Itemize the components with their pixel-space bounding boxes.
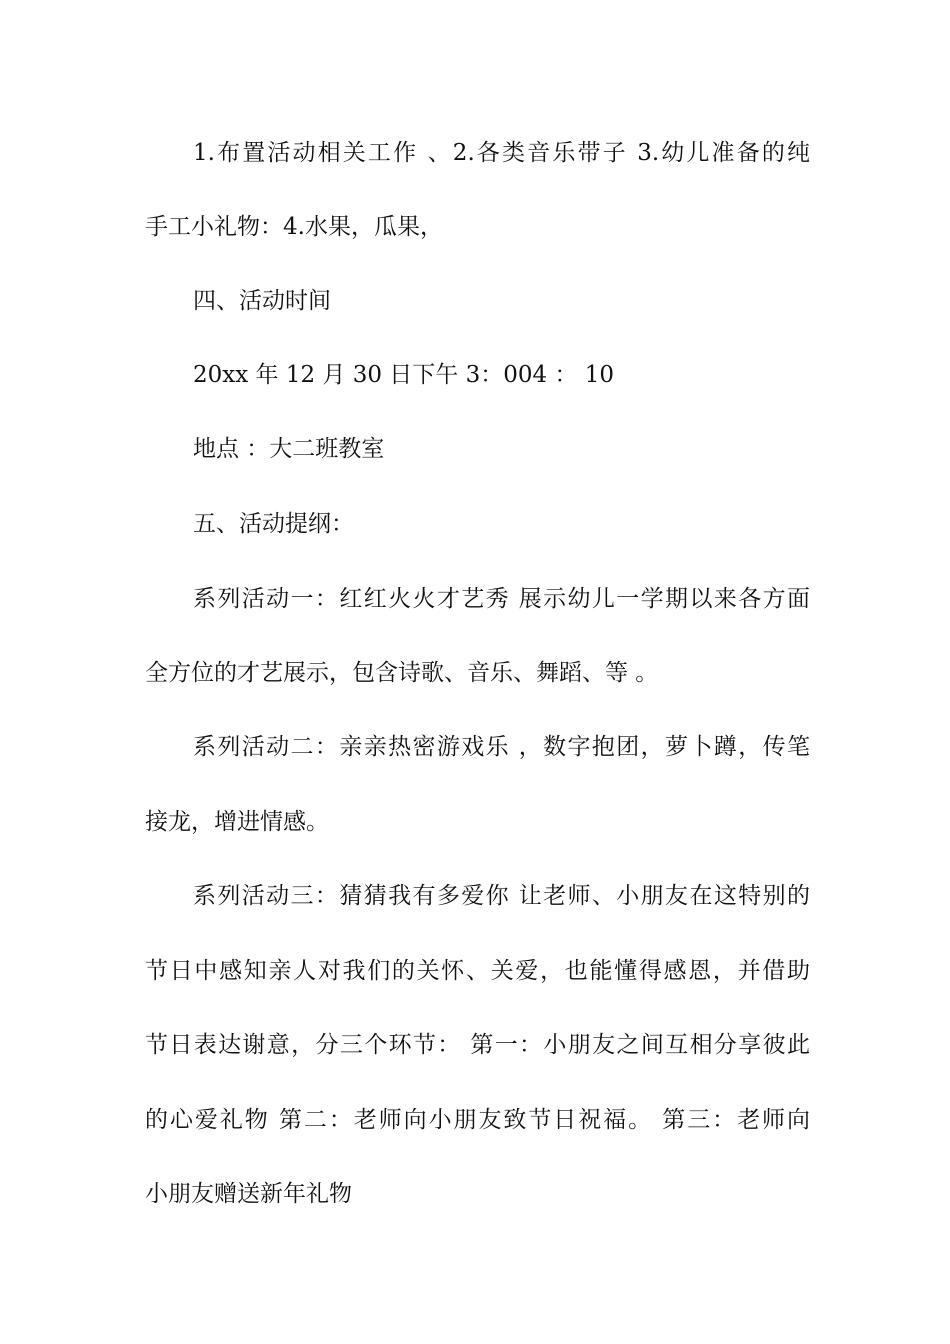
text-line: 20xx 年 12 月 30 日下午 3：004 ： 10	[193, 362, 615, 388]
text-line: 小朋友赠送新年礼物	[145, 1181, 352, 1207]
text-line: 地点 ：大二班教室	[193, 436, 385, 462]
text-line: 手工小礼物：4.水果，瓜果，	[145, 214, 443, 240]
text-line: 系列活动三：猜猜我有多爱你 让老师、小朋友在这特别的	[193, 883, 810, 909]
section-heading: 五、活动提纲：	[193, 511, 354, 537]
text-line: 节日中感知亲人对我们的关怀、关爱，也能懂得感恩，并借助	[145, 958, 810, 984]
text-line: 全方位的才艺展示，包含诗歌、音乐、舞蹈、等 。	[145, 660, 659, 686]
text-line: 的心爱礼物 第二：老师向小朋友致节日祝福。 第三：老师向	[145, 1107, 810, 1133]
text-line: 系列活动二：亲亲热密游戏乐 ，数字抱团，萝卜蹲，传笔	[193, 734, 810, 760]
text-line: 系列活动一：红红火火才艺秀 展示幼儿一学期以来各方面	[193, 586, 810, 612]
section-heading: 四、活动时间	[193, 288, 331, 314]
text-line: 接龙，增进情感。	[145, 809, 329, 835]
text-line: 1.布置活动相关工作 、2.各类音乐带子 3.幼儿准备的纯	[193, 140, 810, 166]
text-line: 节日表达谢意，分三个环节： 第一：小朋友之间互相分享彼此	[145, 1032, 810, 1058]
